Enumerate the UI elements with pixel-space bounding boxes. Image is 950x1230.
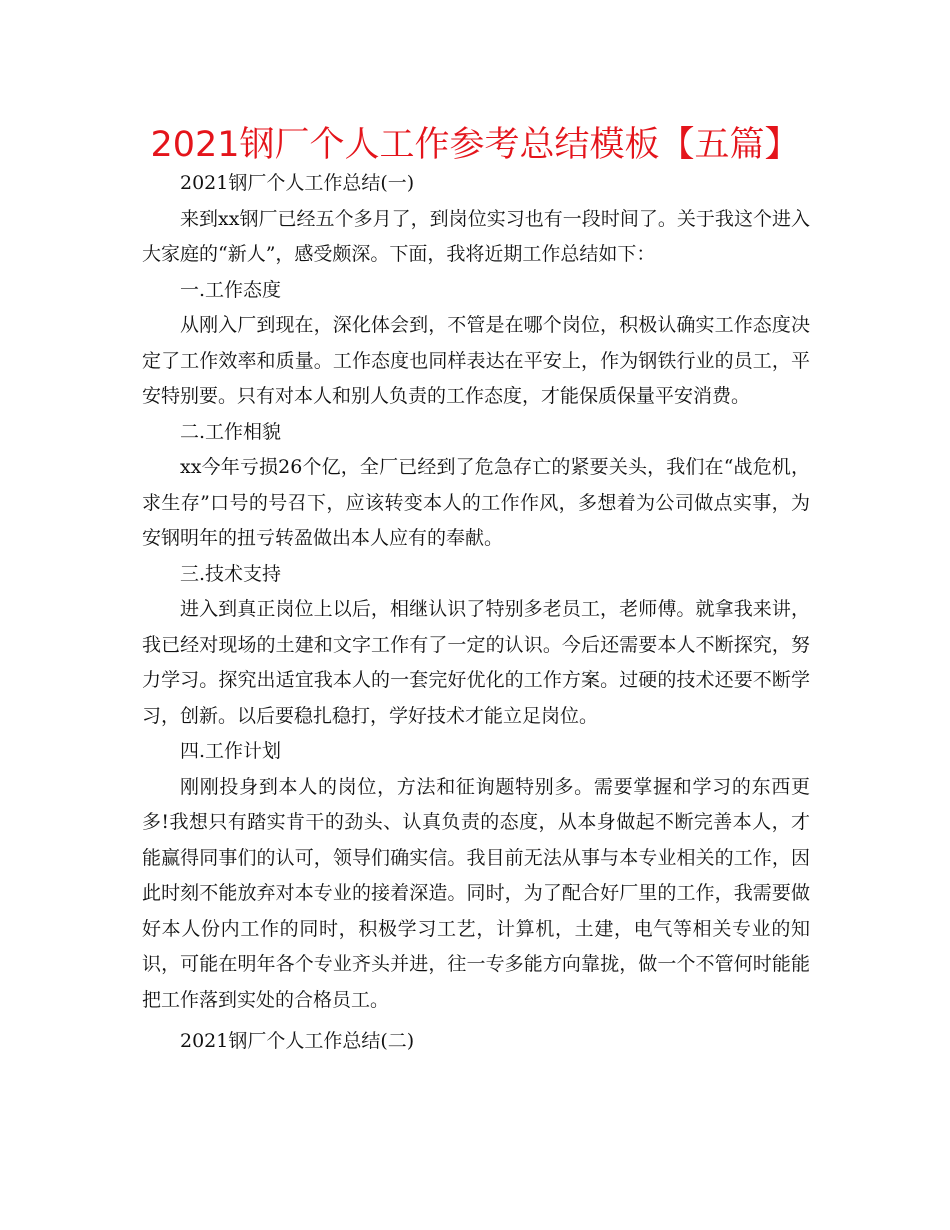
document-title: 2021钢厂个人工作参考总结模板【五篇】 — [150, 125, 800, 165]
document-body — [142, 166, 810, 1060]
intro-paragraph: 来到xx钢厂已经五个多月了，到岗位实习也有一段时间了。关于我这个进入大家庭的“新人”，感受颇深。下面，我将近期工作总结如下： — [142, 207, 810, 265]
subheading-work-attitude: 一.工作态度 — [180, 278, 282, 301]
paragraph-tech-support: 进入到真正岗位上以后，相继认识了特别多老员工，老师傅。就拿我来讲，我已经对现场的土建和文字工作有了一定的认识。今后还需要本人不断探究，努力学习。探究出适宜我本人的一套完好优化的工作方案。过硬的技术还要不断学习，创新。以后要稳扎稳打，学好技术才能立足岗位。 — [142, 598, 810, 727]
section-heading-2: 2021钢厂个人工作总结(二) — [180, 1030, 415, 1052]
subheading-work-appearance: 二.工作相貌 — [180, 420, 282, 443]
subheading-work-plan: 四.工作计划 — [180, 740, 282, 762]
paragraph-work-attitude: 从刚入厂到现在，深化体会到，不管是在哪个岗位，积极认确实工作态度决定了工作效率和质量。工作态度也同样表达在平安上，作为钢铁行业的员工，平安特别要。只有对本人和别人负责的工作态度，才能保质保量平安消费。 — [142, 314, 810, 407]
section-heading-1: 2021钢厂个人工作总结(一) — [180, 172, 415, 194]
paragraph-work-plan: 刚刚投身到本人的岗位，方法和征询题特别多。需要掌握和学习的东西更多!我想只有踏实肯干的劲头、认真负责的态度，从本身做起不断完善本人，才能赢得同事们的认可，领导们确实信。我目前无法从事与本专业相关的工作，因此时刻不能放弃对本专业的接着深造。同时，为了配合好厂里的工作，我需要做好本人份内工作的同时，积极学习工艺，计算机，土建，电气等相关专业的知识，可能在明年各个专业齐头并进，往一专多能方向靠拢，做一个不管何时能能把工作落到实处的合格员工。 — [142, 775, 810, 1011]
paragraph-work-appearance: xx今年亏损26个亿，全厂已经到了危急存亡的紧要关头，我们在“战危机，求生存”口号的号召下，应该转变本人的工作作风，多想着为公司做点实事，为安钢明年的扭亏转盈做出本人应有的奉献。 — [142, 456, 810, 549]
subheading-tech-support: 三.技术支持 — [180, 562, 282, 585]
